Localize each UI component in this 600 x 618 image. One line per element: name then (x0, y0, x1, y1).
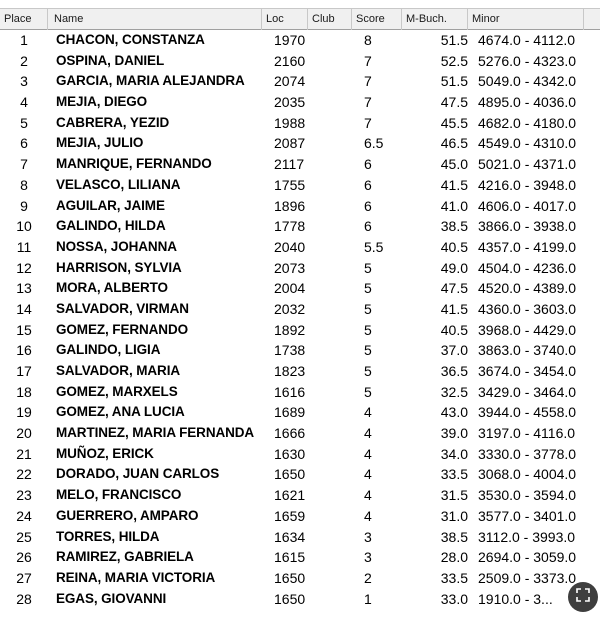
cell-minor: 4216.0 - 3948.0 (478, 176, 577, 193)
cell-place: 16 (16, 342, 32, 359)
cell-club (308, 547, 352, 568)
cell-club (308, 30, 352, 51)
cell-club (308, 361, 352, 382)
table-row[interactable] (0, 278, 600, 299)
table-row[interactable] (0, 51, 600, 72)
cell-score: 4 (364, 404, 372, 421)
cell-name: SALVADOR, MARIA (56, 363, 180, 378)
table-row[interactable] (0, 423, 600, 444)
cell-mbuch: 41.5 (440, 176, 468, 193)
table-row[interactable] (0, 485, 600, 506)
cell-score: 5.5 (364, 238, 384, 255)
table-body (0, 30, 600, 609)
cell-place: 23 (16, 487, 32, 504)
cell-loc: 1896 (274, 197, 306, 214)
table-row[interactable] (0, 237, 600, 258)
table-row[interactable] (0, 30, 600, 51)
cell-name: GOMEZ, FERNANDO (56, 321, 188, 337)
cell-place: 8 (20, 176, 28, 193)
cell-place: 26 (16, 549, 32, 566)
cell-club (308, 154, 352, 175)
cell-score: 6 (364, 218, 372, 235)
cell-club (308, 589, 352, 610)
table-row[interactable] (0, 71, 600, 92)
cell-name: GARCIA, MARIA ALEJANDRA (56, 73, 245, 89)
cell-club (308, 71, 352, 92)
cell-place: 19 (16, 404, 32, 421)
cell-mbuch: 45.5 (440, 114, 468, 131)
cell-place: 7 (20, 156, 28, 173)
cell-minor: 4674.0 - 4112.0 (478, 32, 576, 48)
cell-place: 21 (16, 445, 32, 462)
cell-mbuch: 28.0 (440, 549, 468, 566)
cell-score: 4 (364, 466, 372, 483)
cell-name: MORA, ALBERTO (56, 280, 168, 296)
cell-name: MEJIA, DIEGO (56, 94, 148, 110)
cell-minor: 4682.0 - 4180.0 (478, 114, 577, 131)
cell-loc: 2074 (274, 73, 306, 90)
cell-minor: 4606.0 - 4017.0 (478, 197, 577, 214)
expand-button[interactable] (568, 582, 598, 612)
cell-minor: 1910.0 - 3... (478, 590, 553, 607)
cell-club (308, 175, 352, 196)
cell-loc: 1615 (274, 549, 306, 566)
cell-name: GUERRERO, AMPARO (56, 507, 199, 523)
cell-club (308, 237, 352, 258)
column-header-score[interactable]: Score (352, 9, 402, 30)
cell-name: MEJIA, JULIO (56, 135, 144, 151)
cell-place: 5 (20, 114, 28, 131)
table-row[interactable] (0, 527, 600, 548)
cell-mbuch: 43.0 (440, 404, 468, 421)
cell-loc: 1621 (274, 487, 306, 504)
cell-score: 7 (364, 114, 372, 131)
cell-minor: 3863.0 - 3740.0 (478, 342, 577, 359)
cell-place: 11 (16, 238, 32, 255)
cell-minor: 3112.0 - 3993.0 (478, 528, 576, 545)
cell-loc: 1738 (274, 342, 306, 359)
cell-club (308, 278, 352, 299)
cell-loc: 2035 (274, 94, 306, 111)
cell-loc: 1823 (274, 363, 306, 379)
cell-name: GALINDO, LIGIA (56, 342, 161, 358)
cell-minor: 3577.0 - 3401.0 (478, 507, 577, 524)
cell-club (308, 216, 352, 237)
cell-score: 7 (364, 52, 372, 69)
table-row[interactable] (0, 196, 600, 217)
cell-loc: 1892 (274, 321, 306, 338)
cell-club (308, 506, 352, 527)
cell-club (308, 340, 352, 361)
cell-score: 6 (364, 197, 372, 214)
cell-name: GOMEZ, ANA LUCIA (56, 404, 185, 420)
cell-minor: 3068.0 - 4004.0 (478, 466, 577, 483)
cell-score: 5 (364, 300, 372, 317)
cell-place: 10 (16, 218, 32, 235)
cell-name: OSPINA, DANIEL (56, 52, 165, 68)
cell-place: 14 (16, 300, 32, 317)
cell-minor: 3530.0 - 3594.0 (478, 487, 577, 504)
table-row[interactable] (0, 361, 600, 382)
cell-club (308, 258, 352, 279)
cell-place: 15 (16, 321, 32, 338)
cell-minor: 5276.0 - 4323.0 (478, 52, 577, 69)
cell-score: 2 (364, 569, 372, 586)
cell-score: 5 (364, 363, 372, 379)
cell-minor: 3330.0 - 3778.0 (478, 445, 577, 462)
table-row[interactable] (0, 133, 600, 154)
cell-score: 8 (364, 32, 372, 48)
cell-name: AGUILAR, JAIME (56, 197, 165, 213)
cell-minor: 3197.0 - 4116.0 (478, 425, 576, 442)
cell-place: 17 (16, 363, 32, 379)
cell-loc: 2004 (274, 280, 306, 297)
cell-place: 24 (16, 507, 32, 524)
cell-score: 6 (364, 176, 372, 193)
table-row[interactable] (0, 382, 600, 403)
cell-place: 3 (20, 73, 28, 90)
table-row[interactable] (0, 113, 600, 134)
cell-minor: 3968.0 - 4429.0 (478, 321, 577, 338)
cell-minor: 4360.0 - 3603.0 (478, 300, 577, 317)
cell-mbuch: 32.5 (440, 383, 468, 400)
cell-club (308, 113, 352, 134)
cell-name: CABRERA, YEZID (56, 114, 170, 130)
cell-score: 5 (364, 259, 372, 276)
cell-mbuch: 31.0 (440, 507, 468, 524)
cell-place: 27 (16, 569, 32, 586)
cell-minor: 4895.0 - 4036.0 (478, 94, 577, 111)
table-row[interactable] (0, 258, 600, 279)
cell-score: 4 (364, 425, 372, 442)
cell-name: GOMEZ, MARXELS (56, 383, 178, 399)
table-row[interactable] (0, 464, 600, 485)
cell-name: HARRISON, SYLVIA (56, 259, 182, 275)
cell-club (308, 382, 352, 403)
cell-club (308, 464, 352, 485)
cell-mbuch: 47.5 (440, 280, 468, 297)
table-header (0, 8, 600, 30)
cell-mbuch: 40.5 (440, 238, 468, 255)
cell-score: 5 (364, 280, 372, 297)
cell-name: MELO, FRANCISCO (56, 487, 182, 503)
cell-mbuch: 39.0 (440, 425, 468, 442)
cell-mbuch: 36.5 (440, 363, 468, 379)
cell-score: 4 (364, 487, 372, 504)
cell-club (308, 444, 352, 465)
column-header-place[interactable]: Place (0, 9, 48, 30)
cell-mbuch: 33.0 (440, 590, 468, 607)
cell-loc: 2160 (274, 52, 306, 69)
cell-loc: 1988 (274, 114, 306, 131)
cell-minor: 3674.0 - 3454.0 (478, 363, 577, 379)
cell-place: 9 (20, 197, 28, 214)
cell-loc: 1666 (274, 425, 306, 442)
cell-place: 2 (20, 52, 28, 69)
cell-name: RAMIREZ, GABRIELA (56, 549, 194, 565)
cell-loc: 1778 (274, 218, 306, 235)
table-row[interactable] (0, 402, 600, 423)
cell-score: 7 (364, 94, 372, 111)
cell-mbuch: 41.0 (440, 197, 468, 214)
cell-place: 4 (20, 94, 28, 111)
cell-mbuch: 33.5 (440, 569, 468, 586)
cell-minor: 4549.0 - 4310.0 (478, 135, 577, 152)
cell-loc: 2032 (274, 300, 306, 317)
cell-mbuch: 52.5 (440, 52, 468, 69)
cell-mbuch: 38.5 (440, 528, 468, 545)
cell-club (308, 51, 352, 72)
cell-club (308, 92, 352, 113)
cell-name: TORRES, HILDA (56, 528, 160, 544)
cell-loc: 1650 (274, 590, 306, 607)
table-row[interactable] (0, 568, 600, 589)
cell-score: 3 (364, 528, 372, 545)
cell-score: 7 (364, 73, 372, 90)
column-header-filler (584, 9, 600, 30)
cell-mbuch: 38.5 (440, 218, 468, 235)
cell-name: NOSSA, JOHANNA (56, 238, 177, 254)
cell-mbuch: 49.0 (440, 259, 468, 276)
cell-place: 28 (16, 590, 32, 607)
cell-loc: 1634 (274, 528, 306, 545)
cell-score: 6.5 (364, 135, 384, 152)
cell-score: 4 (364, 445, 372, 462)
column-header-club[interactable]: Club (308, 9, 352, 30)
cell-club (308, 196, 352, 217)
cell-place: 13 (16, 280, 32, 297)
table-row[interactable] (0, 444, 600, 465)
cell-score: 4 (364, 507, 372, 524)
cell-mbuch: 47.5 (440, 94, 468, 111)
cell-name: REINA, MARIA VICTORIA (56, 569, 216, 585)
cell-minor: 4520.0 - 4389.0 (478, 280, 577, 297)
table-row[interactable] (0, 154, 600, 175)
cell-name: MUÑOZ, ERICK (56, 445, 154, 461)
cell-club (308, 299, 352, 320)
cell-mbuch: 33.5 (440, 466, 468, 483)
cell-club (308, 133, 352, 154)
cell-mbuch: 31.5 (440, 487, 468, 504)
cell-mbuch: 34.0 (440, 445, 468, 462)
cell-place: 6 (20, 135, 28, 152)
cell-loc: 1650 (274, 466, 306, 483)
cell-name: CHACON, CONSTANZA (56, 32, 205, 47)
cell-score: 6 (364, 156, 372, 173)
cell-name: VELASCO, LILIANA (56, 176, 181, 192)
cell-loc: 1616 (274, 383, 306, 400)
column-header-mbuch[interactable]: M-Buch. (402, 9, 468, 30)
cell-club (308, 527, 352, 548)
cell-loc: 1659 (274, 507, 306, 524)
table-row[interactable] (0, 340, 600, 361)
cell-minor: 3429.0 - 3464.0 (478, 383, 577, 400)
table-row[interactable] (0, 547, 600, 568)
cell-loc: 2040 (274, 238, 306, 255)
cell-place: 18 (16, 383, 32, 400)
cell-club (308, 568, 352, 589)
table-row[interactable] (0, 299, 600, 320)
cell-minor: 4504.0 - 4236.0 (478, 259, 577, 276)
cell-loc: 2073 (274, 259, 306, 276)
cell-place: 12 (16, 259, 32, 276)
cell-loc: 2117 (274, 156, 305, 173)
cell-minor: 5021.0 - 4371.0 (478, 156, 577, 173)
expand-icon (576, 588, 590, 607)
cell-score: 3 (364, 549, 372, 566)
cell-score: 5 (364, 321, 372, 338)
cell-name: GALINDO, HILDA (56, 218, 166, 234)
cell-loc: 1970 (274, 32, 306, 48)
cell-mbuch: 51.5 (440, 73, 468, 90)
cell-place: 1 (20, 32, 28, 48)
cell-mbuch: 37.0 (440, 342, 468, 359)
cell-minor: 2694.0 - 3059.0 (478, 549, 577, 566)
cell-score: 1 (364, 590, 372, 607)
column-header-name[interactable]: Name (48, 9, 262, 30)
cell-loc: 2087 (274, 135, 306, 152)
column-header-minor[interactable]: Minor (468, 9, 584, 30)
cell-name: DORADO, JUAN CARLOS (56, 466, 220, 482)
cell-club (308, 320, 352, 341)
cell-club (308, 423, 352, 444)
cell-mbuch: 46.5 (440, 135, 468, 152)
cell-mbuch: 51.5 (440, 32, 468, 48)
cell-minor: 5049.0 - 4342.0 (478, 73, 577, 90)
table-row[interactable] (0, 589, 600, 610)
cell-score: 5 (364, 342, 372, 359)
table-row[interactable] (0, 175, 600, 196)
cell-loc: 1755 (274, 176, 306, 193)
cell-score: 5 (364, 383, 372, 400)
cell-place: 22 (16, 466, 32, 483)
cell-minor: 3866.0 - 3938.0 (478, 218, 577, 235)
cell-mbuch: 40.5 (440, 321, 468, 338)
cell-mbuch: 45.0 (440, 156, 468, 173)
column-header-loc[interactable]: Loc (262, 9, 308, 30)
cell-place: 20 (16, 425, 32, 442)
cell-name: MARTINEZ, MARIA FERNANDA (56, 425, 255, 441)
cell-name: MANRIQUE, FERNANDO (56, 156, 212, 172)
cell-name: EGAS, GIOVANNI (56, 590, 167, 606)
cell-minor: 3944.0 - 4558.0 (478, 404, 577, 421)
cell-loc: 1689 (274, 404, 306, 421)
cell-club (308, 402, 352, 423)
table-row[interactable] (0, 320, 600, 341)
cell-loc: 1630 (274, 445, 306, 462)
cell-club (308, 485, 352, 506)
cell-minor: 2509.0 - 3373.0 (478, 569, 577, 586)
cell-mbuch: 41.5 (440, 300, 468, 317)
table-row[interactable] (0, 506, 600, 527)
cell-minor: 4357.0 - 4199.0 (478, 238, 577, 255)
table-row[interactable] (0, 92, 600, 113)
cell-loc: 1650 (274, 569, 306, 586)
cell-name: SALVADOR, VIRMAN (56, 300, 189, 316)
table-row[interactable] (0, 216, 600, 237)
cell-place: 25 (16, 528, 32, 545)
